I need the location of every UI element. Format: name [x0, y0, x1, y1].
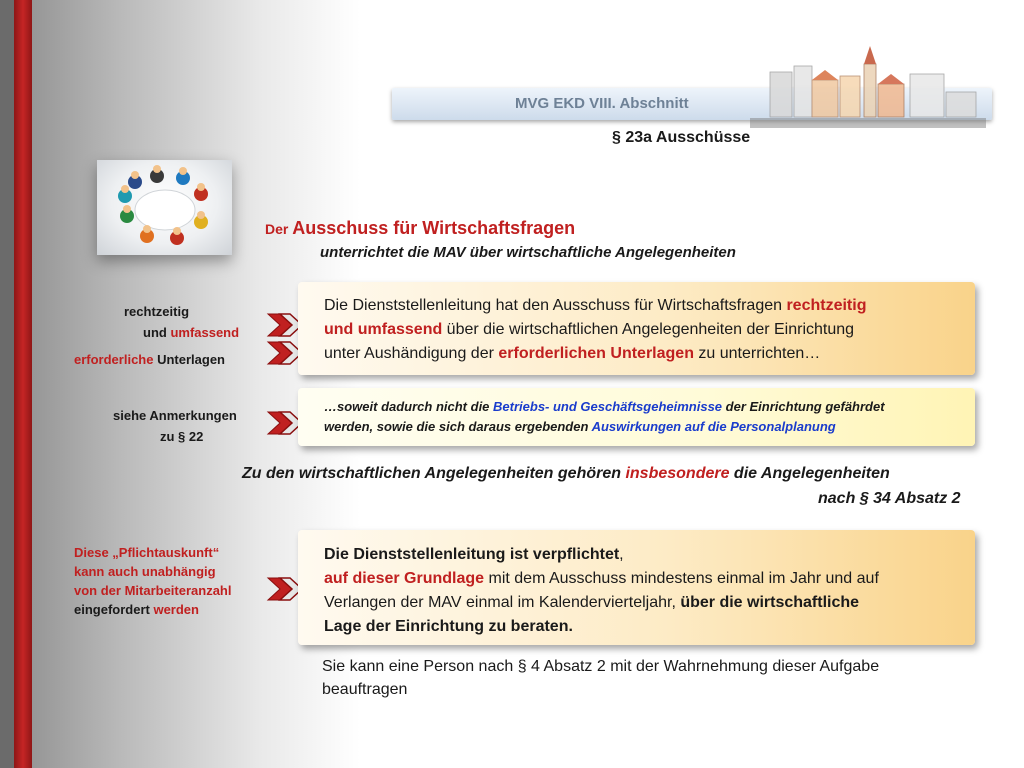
box1-unterlagen: erforderlichen Unterlagen [498, 345, 694, 362]
box2-text-1: …soweit dadurch nicht die [324, 399, 494, 414]
committee-prefix: Der [265, 221, 293, 237]
box3-text-2: Verlangen der MAV einmal im Kalendervierteljahr, [324, 594, 681, 611]
label-siehe-anmerkungen: siehe Anmerkungen [113, 408, 237, 423]
box1-text-2: über die wirtschaftlichen Angelegenheiten der Einrichtung [442, 321, 855, 338]
label-rechtzeitig: rechtzeitig [124, 304, 190, 319]
label-zu-22: zu § 22 [160, 429, 204, 444]
box1-umfassend: und umfassend [324, 321, 443, 338]
box2-personalplanung: Auswirkungen auf die Personalplanung [591, 419, 836, 434]
label-unterlagen: Unterlagen [153, 352, 225, 367]
figures-photo [97, 160, 232, 255]
info-box-beratung [298, 530, 975, 645]
left-decor-bar [0, 0, 14, 768]
label-und: und [143, 325, 171, 340]
box2-geheimnisse: Betriebs- und Geschäftsgeheimnisse [493, 399, 723, 414]
left-accent-bar [14, 0, 32, 768]
section-title: § 23a Ausschüsse [612, 129, 751, 146]
pflichtauskunft-note [74, 543, 231, 619]
box3-comma: , [619, 546, 624, 563]
pflicht-line-3: von der Mitarbeiteranzahl [74, 583, 232, 598]
header-title: MVG EKD VIII. Abschnitt [515, 95, 689, 112]
pflicht-line-2: kann auch unabhängig [74, 564, 216, 579]
box1-text-3: unter Aushändigung der [324, 345, 499, 362]
middle-text-1: Zu den wirtschaftlichen Angelegenheiten gehören [242, 465, 626, 482]
skyline-illustration [740, 44, 990, 134]
wirtschaftliche-angelegenheiten-line [242, 465, 890, 483]
box1-text-4: zu unterrichten… [693, 345, 821, 362]
pflicht-line-4: eingefordert [74, 602, 154, 617]
label-umfassend: umfassend [170, 325, 240, 340]
box1-rechtzeitig: rechtzeitig [786, 297, 867, 314]
box2-text-2: der Einrichtung gefährdet [722, 399, 885, 414]
info-box-geheimnisse [298, 388, 975, 446]
paragraph-reference: nach § 34 Absatz 2 [818, 490, 961, 507]
info-box-unterrichtung [298, 282, 975, 375]
label-erforderliche: erforderliche [74, 352, 154, 367]
middle-text-2: die Angelegenheiten [729, 465, 890, 482]
pflicht-line-1: Diese „Pflichtauskunft“ [74, 545, 220, 560]
box3-verpflichtet: Die Dienststellenleitung ist verpflichtet [324, 546, 620, 563]
box3-text-1: mit dem Ausschuss mindestens einmal im Jahr und auf [484, 570, 879, 587]
committee-heading [265, 218, 575, 239]
label-und-umfassend [143, 325, 239, 340]
box2-text-3: werden, sowie die sich daraus ergebenden [324, 419, 592, 434]
box1-text [324, 294, 866, 366]
committee-name: Ausschuss für Wirtschaftsfragen [292, 218, 576, 238]
box3-wirtschaftliche: über die wirtschaftliche [680, 594, 860, 611]
committee-subtitle: unterrichtet die MAV über wirtschaftliche Angelegenheiten [320, 244, 736, 261]
middle-insbesondere: insbesondere [625, 465, 730, 482]
box3-text [324, 543, 879, 639]
beauftragung-text: Sie kann eine Person nach § 4 Absatz 2 mit der Wahrnehmung dieser Aufgabe beauftragen [322, 658, 880, 698]
box3-beraten: Lage der Einrichtung zu beraten. [324, 618, 573, 635]
box3-grundlage: auf dieser Grundlage [324, 570, 485, 587]
pflicht-werden: werden [153, 602, 199, 617]
box2-text [324, 397, 885, 437]
label-erforderliche-unterlagen [74, 352, 225, 367]
box1-text-1: Die Dienststellenleitung hat den Ausschuss für Wirtschaftsfragen [324, 297, 787, 314]
